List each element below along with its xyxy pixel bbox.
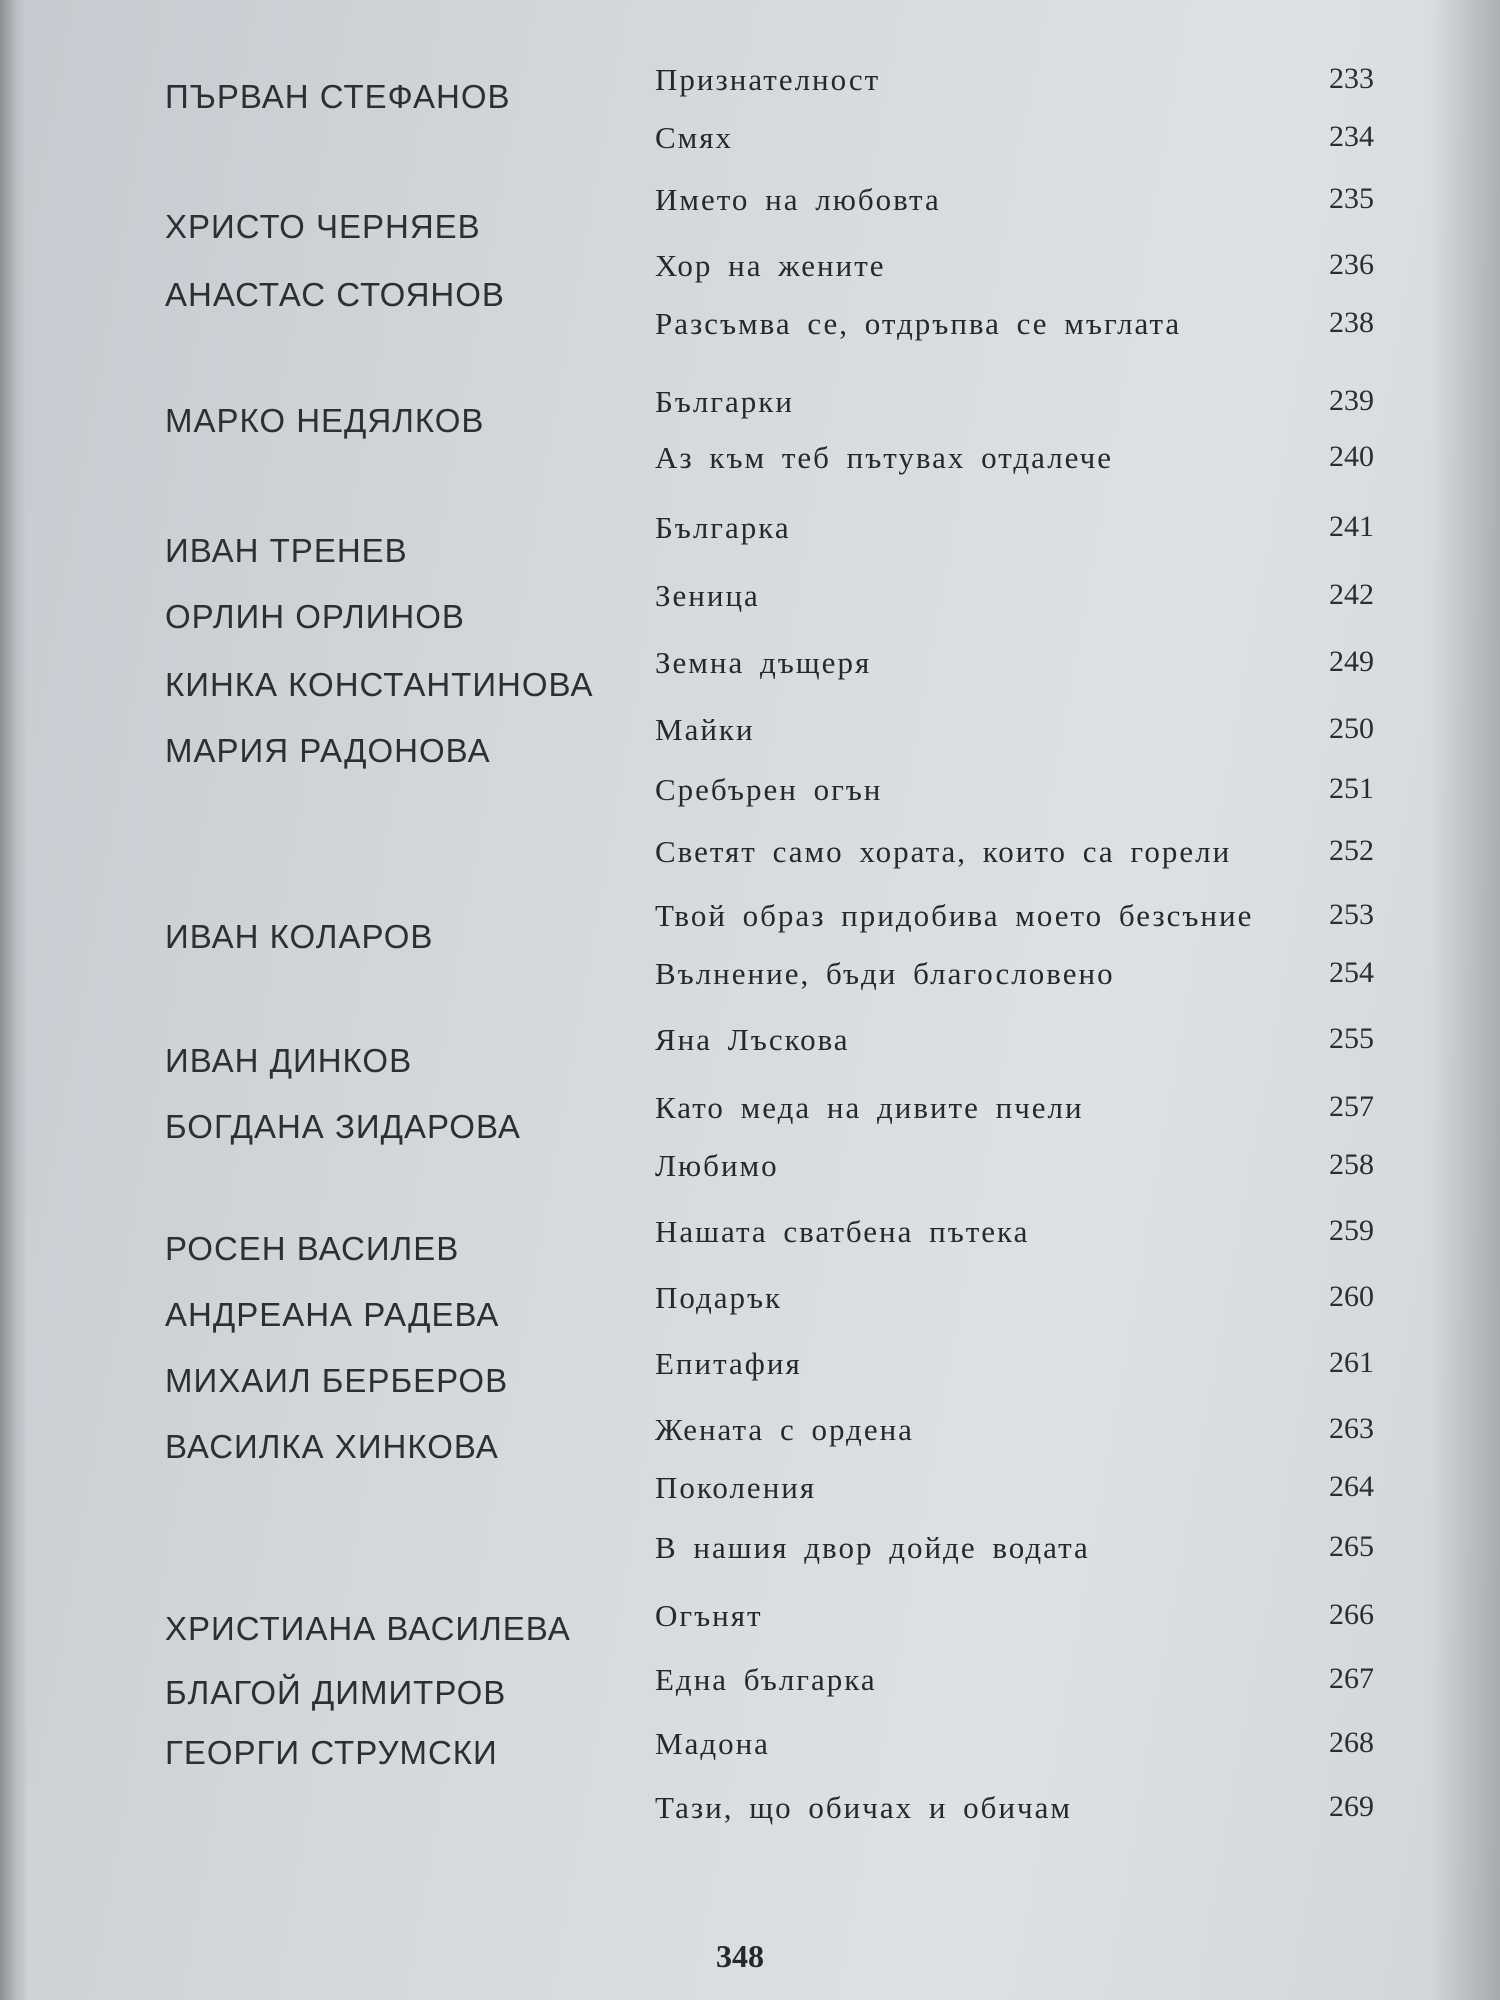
toc-page-number: 263	[1329, 1412, 1374, 1445]
toc-title: Поколения	[655, 1470, 817, 1505]
toc-page-number: 234	[1329, 120, 1374, 153]
toc-entry	[0, 898, 1500, 958]
toc-entry	[0, 440, 1500, 500]
toc-page-number: 267	[1329, 1662, 1374, 1695]
toc-title: Името на любовта	[655, 182, 941, 217]
toc-title: Българки	[655, 384, 794, 419]
toc-title: Смях	[655, 120, 734, 155]
toc-title: Зеница	[655, 578, 760, 613]
toc-entry	[0, 1598, 1500, 1658]
toc-entry	[0, 1412, 1500, 1472]
toc-author: МИХАИЛ БЕРБЕРОВ	[165, 1362, 509, 1399]
toc-page-number: 254	[1329, 956, 1374, 989]
toc-author: КИНКА КОНСТАНТИНОВА	[165, 666, 594, 703]
toc-entry	[0, 1470, 1500, 1530]
toc-title: Майки	[655, 712, 755, 747]
toc-title: Хор на жените	[655, 248, 886, 283]
toc-entry	[0, 1726, 1500, 1786]
toc-title: Мадона	[655, 1726, 770, 1761]
toc-entry	[0, 62, 1500, 122]
toc-author: ГЕОРГИ СТРУМСКИ	[165, 1734, 498, 1771]
toc-author: ХРИСТО ЧЕРНЯЕВ	[165, 208, 481, 245]
toc-author: АНДРЕАНА РАДЕВА	[165, 1296, 500, 1333]
toc-page-number: 241	[1329, 510, 1374, 543]
toc-author: ХРИСТИАНА ВАСИЛЕВА	[165, 1610, 571, 1647]
toc-entry	[0, 1090, 1500, 1150]
toc-title: Българка	[655, 510, 791, 545]
toc-entry	[0, 384, 1500, 444]
toc-author: ВАСИЛКА ХИНКОВА	[165, 1428, 499, 1465]
toc-page-number: 258	[1329, 1148, 1374, 1181]
toc-page-number: 257	[1329, 1090, 1374, 1123]
toc-author: ИВАН ТРЕНЕВ	[165, 532, 408, 569]
toc-page-number: 260	[1329, 1280, 1374, 1313]
page-number: 348	[716, 1938, 764, 1974]
toc-entry	[0, 712, 1500, 772]
toc-entry	[0, 120, 1500, 180]
toc-page-number: 264	[1329, 1470, 1374, 1503]
toc-title: Една българка	[655, 1662, 877, 1697]
toc-author: АНАСТАС СТОЯНОВ	[165, 276, 505, 313]
toc-entry	[0, 1662, 1500, 1722]
toc-entry	[0, 248, 1500, 313]
toc-entry	[0, 772, 1500, 832]
toc-entry	[0, 956, 1500, 1016]
toc-author: БЛАГОЙ ДИМИТРОВ	[165, 1674, 507, 1711]
toc-page-number: 251	[1329, 772, 1374, 805]
toc-title: Аз към теб пътувах отдалече	[655, 440, 1114, 475]
toc-title: Вълнение, бъди благословено	[655, 956, 1115, 991]
toc-title: Сребърен огън	[655, 772, 883, 807]
toc-title: Признателност	[655, 62, 881, 97]
toc-page-number: 250	[1329, 712, 1374, 745]
toc-page-number: 269	[1329, 1790, 1374, 1823]
toc-page-number: 236	[1329, 248, 1374, 281]
toc-page-number: 233	[1329, 62, 1374, 95]
toc-entry	[0, 1022, 1500, 1082]
toc-author: РОСЕН ВАСИЛЕВ	[165, 1230, 460, 1267]
toc-title: Разсъмва се, отдръпва се мъглата	[655, 306, 1182, 341]
toc-author: ИВАН ДИНКОВ	[165, 1042, 413, 1079]
toc-author: ИВАН КОЛАРОВ	[165, 918, 434, 955]
toc-entry	[0, 578, 1500, 638]
toc-title: Тази, що обичах и обичам	[655, 1790, 1073, 1825]
toc-page-number: 240	[1329, 440, 1374, 473]
toc-title: Като меда на дивите пчели	[655, 1090, 1084, 1125]
toc-page-number: 259	[1329, 1214, 1374, 1247]
toc-entry	[0, 306, 1500, 366]
toc-title: Светят само хората, които са горели	[655, 834, 1232, 869]
toc-title: Земна дъщеря	[655, 645, 872, 680]
toc-title: Епитафия	[655, 1346, 802, 1381]
toc-entry	[0, 834, 1500, 894]
toc-title: В нашия двор дойде водата	[655, 1530, 1090, 1565]
toc-title: Жената с ордена	[655, 1412, 914, 1447]
toc-page-number: 252	[1329, 834, 1374, 867]
toc-page-number: 253	[1329, 898, 1374, 931]
toc-author: ОРЛИН ОРЛИНОВ	[165, 598, 465, 635]
toc-page-number: 266	[1329, 1598, 1374, 1631]
toc-title: Подарък	[655, 1280, 783, 1315]
toc-entry	[0, 1148, 1500, 1208]
toc-title: Огънят	[655, 1598, 763, 1633]
toc-page-number: 265	[1329, 1530, 1374, 1563]
toc-author: БОГДАНА ЗИДАРОВА	[165, 1108, 521, 1145]
toc-entry	[0, 645, 1500, 705]
toc-author: МАРКО НЕДЯЛКОВ	[165, 402, 485, 439]
toc-page-number: 249	[1329, 645, 1374, 678]
toc-author: МАРИЯ РАДОНОВА	[165, 732, 491, 769]
toc-entry	[0, 1790, 1500, 1850]
toc-entry	[0, 182, 1500, 245]
toc-page-number: 242	[1329, 578, 1374, 611]
toc-author: ПЪРВАН СТЕФАНОВ	[165, 78, 511, 115]
toc-page-number: 239	[1329, 384, 1374, 417]
toc-entry	[0, 1280, 1500, 1340]
toc-page-number: 238	[1329, 306, 1374, 339]
toc-page-number: 235	[1329, 182, 1374, 215]
toc-title: Любимо	[655, 1148, 779, 1183]
toc-title: Нашата сватбена пътека	[655, 1214, 1030, 1249]
toc-title: Яна Лъскова	[655, 1022, 850, 1057]
toc-entry	[0, 1530, 1500, 1590]
toc-entry	[0, 510, 1500, 570]
toc-title: Твой образ придобива моето безсъние	[655, 898, 1254, 933]
toc-entry	[0, 1346, 1500, 1406]
toc-page-number: 255	[1329, 1022, 1374, 1055]
toc-page-number: 261	[1329, 1346, 1374, 1379]
toc-page-number: 268	[1329, 1726, 1374, 1759]
toc-entry	[0, 1214, 1500, 1274]
